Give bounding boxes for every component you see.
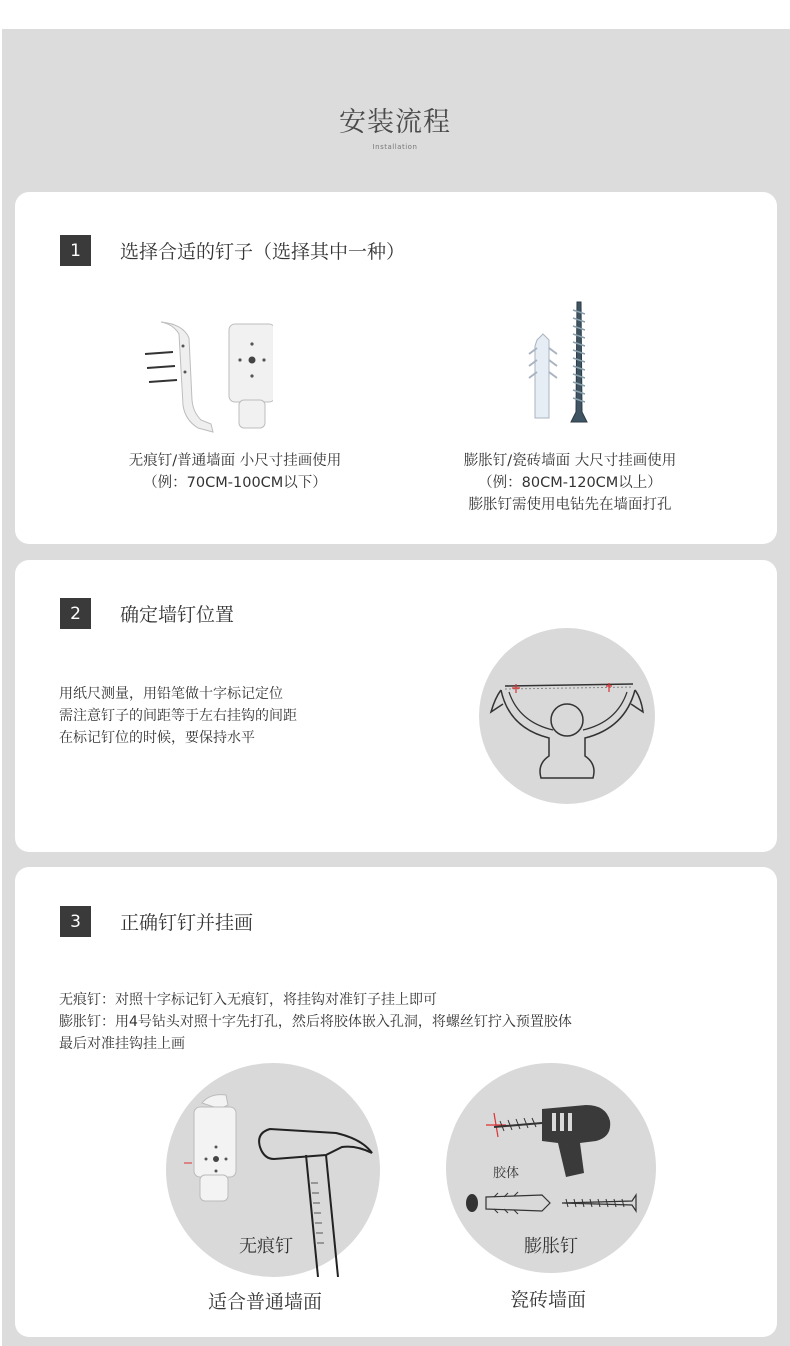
step2-number: 2 bbox=[60, 598, 91, 629]
step1-number: 1 bbox=[60, 235, 91, 266]
page-title: 安装流程 bbox=[339, 107, 451, 138]
step1-card bbox=[15, 192, 777, 544]
step3-line2: 膨胀钉：用4号钻头对照十字先打孔，然后将胶体嵌入孔洞，将螺丝钉拧入预置胶体 bbox=[59, 1014, 572, 1030]
step3-line3: 最后对准挂钩挂上画 bbox=[59, 1036, 185, 1052]
traceless-nail-caption bbox=[55, 450, 415, 494]
traceless-caption-line2: （例：70CM-100CM以下） bbox=[143, 475, 327, 491]
expansion-nail-label: 膨胀钉 bbox=[524, 1236, 578, 1257]
section-header bbox=[0, 100, 790, 151]
step1-title: 选择合适的钉子（选择其中一种） bbox=[120, 241, 406, 263]
traceless-nail-image bbox=[143, 320, 273, 435]
step2-instructions bbox=[59, 683, 297, 749]
page-subtitle: Installation bbox=[372, 143, 418, 151]
step3-line1: 无痕钉：对照十字标记钉入无痕钉，将挂钩对准钉子挂上即可 bbox=[59, 992, 437, 1008]
wall-marking-illustration bbox=[479, 628, 655, 804]
expansion-caption-line3: 膨胀钉需使用电钻先在墙面打孔 bbox=[468, 497, 672, 513]
ordinary-wall-label: 适合普通墙面 bbox=[208, 1291, 323, 1313]
traceless-nail-label: 无痕钉 bbox=[239, 1236, 293, 1257]
step3-card bbox=[15, 867, 777, 1337]
step3-number: 3 bbox=[60, 906, 91, 937]
step3-heading bbox=[60, 906, 253, 937]
tile-wall-label: 瓷砖墙面 bbox=[510, 1289, 587, 1311]
step2-heading bbox=[60, 598, 234, 629]
expansion-nail-image bbox=[523, 300, 603, 430]
step2-line2: 需注意钉子的间距等于左右挂钩的间距 bbox=[59, 708, 297, 724]
step2-line3: 在标记钉位的时候，要保持水平 bbox=[59, 730, 255, 746]
step2-line1: 用纸尺测量，用铅笔做十字标记定位 bbox=[59, 686, 283, 702]
expansion-caption-line1: 膨胀钉/瓷砖墙面 大尺寸挂画使用 bbox=[463, 453, 677, 469]
expansion-nail-caption bbox=[385, 450, 755, 516]
step3-title: 正确钉钉并挂画 bbox=[120, 912, 254, 934]
glue-label: 胶体 bbox=[493, 1166, 520, 1181]
step3-instructions bbox=[59, 989, 572, 1055]
step2-title: 确定墙钉位置 bbox=[120, 604, 235, 626]
expansion-caption-line2: （例：80CM-120CM以上） bbox=[478, 475, 662, 491]
step1-heading bbox=[60, 235, 405, 266]
traceless-caption-line1: 无痕钉/普通墙面 小尺寸挂画使用 bbox=[128, 453, 342, 469]
step2-card bbox=[15, 560, 777, 852]
